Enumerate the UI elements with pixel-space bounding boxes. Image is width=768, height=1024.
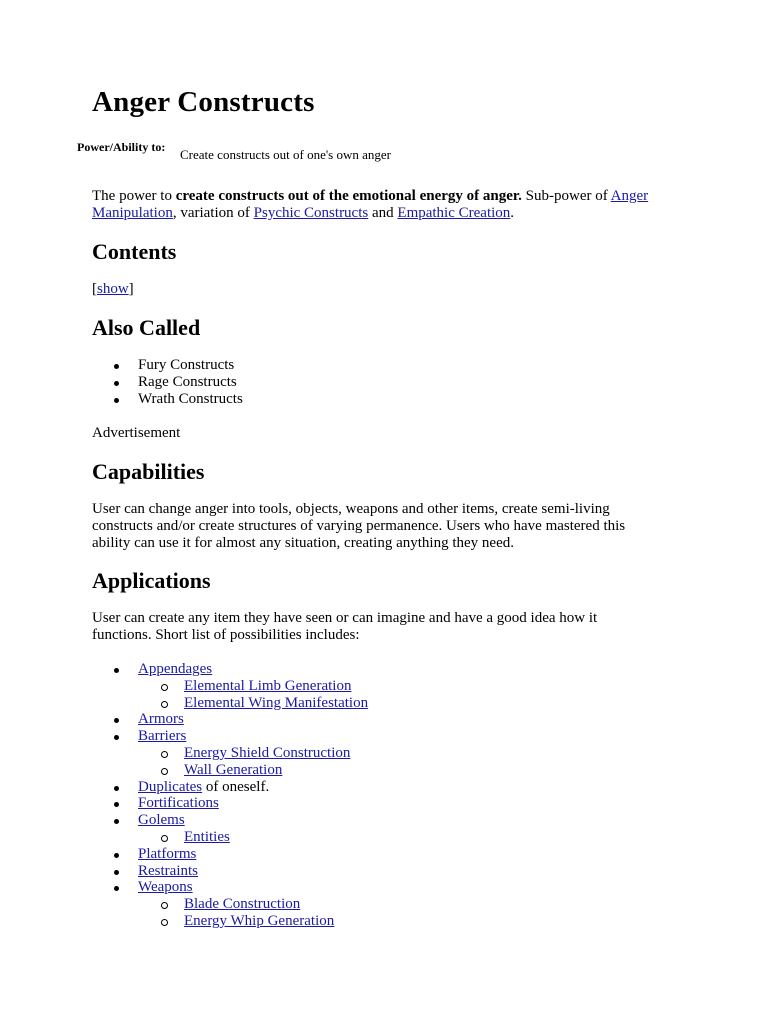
application-link[interactable]: Energy Shield Construction [184, 744, 351, 761]
bracket-close: ] [128, 281, 134, 297]
application-link[interactable]: Golems [138, 812, 185, 829]
application-link[interactable]: Blade Construction [184, 896, 301, 913]
intro-paragraph [92, 188, 682, 222]
link-psychic-constructs[interactable]: Psychic Constructs [253, 205, 369, 221]
application-link[interactable]: Energy Whip Generation [184, 912, 335, 929]
heading-also-called: Also Called [92, 315, 201, 340]
bullet-icon [114, 870, 119, 875]
list-item [92, 762, 692, 779]
application-link[interactable]: Restraints [138, 862, 198, 879]
list-item [92, 812, 692, 829]
list-item [92, 711, 692, 728]
heading-capabilities: Capabilities [92, 459, 205, 484]
application-link[interactable]: Armors [138, 711, 184, 728]
application-link[interactable]: Entities [184, 828, 230, 845]
list-item [92, 896, 692, 913]
bullet-icon [114, 381, 119, 386]
list-item [92, 795, 692, 812]
circle-bullet-icon [161, 751, 168, 758]
show-contents-link[interactable]: show [97, 281, 129, 297]
list-item [92, 863, 692, 880]
application-link[interactable]: Elemental Limb Generation [184, 677, 352, 694]
circle-bullet-icon [161, 701, 168, 708]
also-called-list [92, 357, 692, 407]
bullet-icon [114, 718, 119, 723]
intro-bold: create constructs out of the emotional energy of anger. [175, 188, 522, 204]
list-item [92, 879, 692, 896]
list-item [92, 374, 692, 391]
list-item [92, 846, 692, 863]
application-link[interactable]: Platforms [138, 845, 197, 862]
intro-text-2: Sub-power of [521, 188, 611, 204]
bullet-icon [114, 364, 119, 369]
circle-bullet-icon [161, 919, 168, 926]
list-item [92, 779, 692, 796]
list-item [92, 728, 692, 745]
application-link[interactable]: Duplicates [138, 778, 203, 795]
circle-bullet-icon [161, 835, 168, 842]
contents-toggle [92, 281, 692, 298]
link-empathic-creation[interactable]: Empathic Creation [397, 205, 511, 221]
application-suffix: of oneself. [202, 778, 270, 795]
list-item [92, 745, 692, 762]
application-link[interactable]: Weapons [138, 879, 193, 896]
bullet-icon [114, 735, 119, 740]
bullet-icon [114, 819, 119, 824]
list-item [92, 357, 692, 374]
bullet-icon [114, 786, 119, 791]
bullet-icon [114, 668, 119, 673]
list-item [92, 913, 692, 930]
link-anger-manipulation[interactable]: Anger Manipulation [92, 188, 649, 221]
circle-bullet-icon [161, 768, 168, 775]
application-link[interactable]: Fortifications [138, 795, 219, 812]
list-item [92, 695, 692, 712]
list-item [92, 829, 692, 846]
bullet-icon [114, 802, 119, 807]
bullet-icon [114, 853, 119, 858]
applications-text: User can create any item they have seen or can imagine and have a good idea how it functions. Short list of possibilities includes: [92, 610, 598, 643]
list-item-label: Rage Constructs [138, 373, 237, 390]
bracket-open: [ [92, 281, 97, 297]
bullet-icon [114, 398, 119, 403]
applications-list [92, 661, 692, 930]
advertisement-label: Advertisement [92, 425, 181, 441]
intro-text-4: and [368, 205, 398, 221]
list-item [92, 391, 692, 408]
intro-text-1: The power to [92, 188, 176, 204]
list-item-label: Fury Constructs [138, 357, 235, 373]
heading-contents: Contents [92, 239, 177, 264]
infobox-key: Power/Ability to: [77, 140, 166, 154]
application-link[interactable]: Elemental Wing Manifestation [184, 694, 369, 711]
bullet-icon [114, 886, 119, 891]
application-link[interactable]: Barriers [138, 728, 187, 745]
application-link[interactable]: Appendages [138, 661, 213, 677]
list-item [92, 661, 692, 678]
heading-applications: Applications [92, 568, 211, 593]
page-title: Anger Constructs [92, 86, 315, 118]
list-item-label: Wrath Constructs [138, 390, 243, 407]
circle-bullet-icon [161, 684, 168, 691]
intro-text-3: , variation of [172, 205, 254, 221]
list-item [92, 678, 692, 695]
capabilities-text: User can change anger into tools, objects, weapons and other items, create semi-living constructs and/or create structures of varying permanence. Users who have mastered this ability can use it for almost any situation, creating anything they need. [92, 501, 626, 551]
infobox-value: Create constructs out of one's own anger [180, 147, 392, 162]
intro-text-5: . [510, 205, 515, 221]
circle-bullet-icon [161, 902, 168, 909]
application-link[interactable]: Wall Generation [184, 761, 283, 778]
